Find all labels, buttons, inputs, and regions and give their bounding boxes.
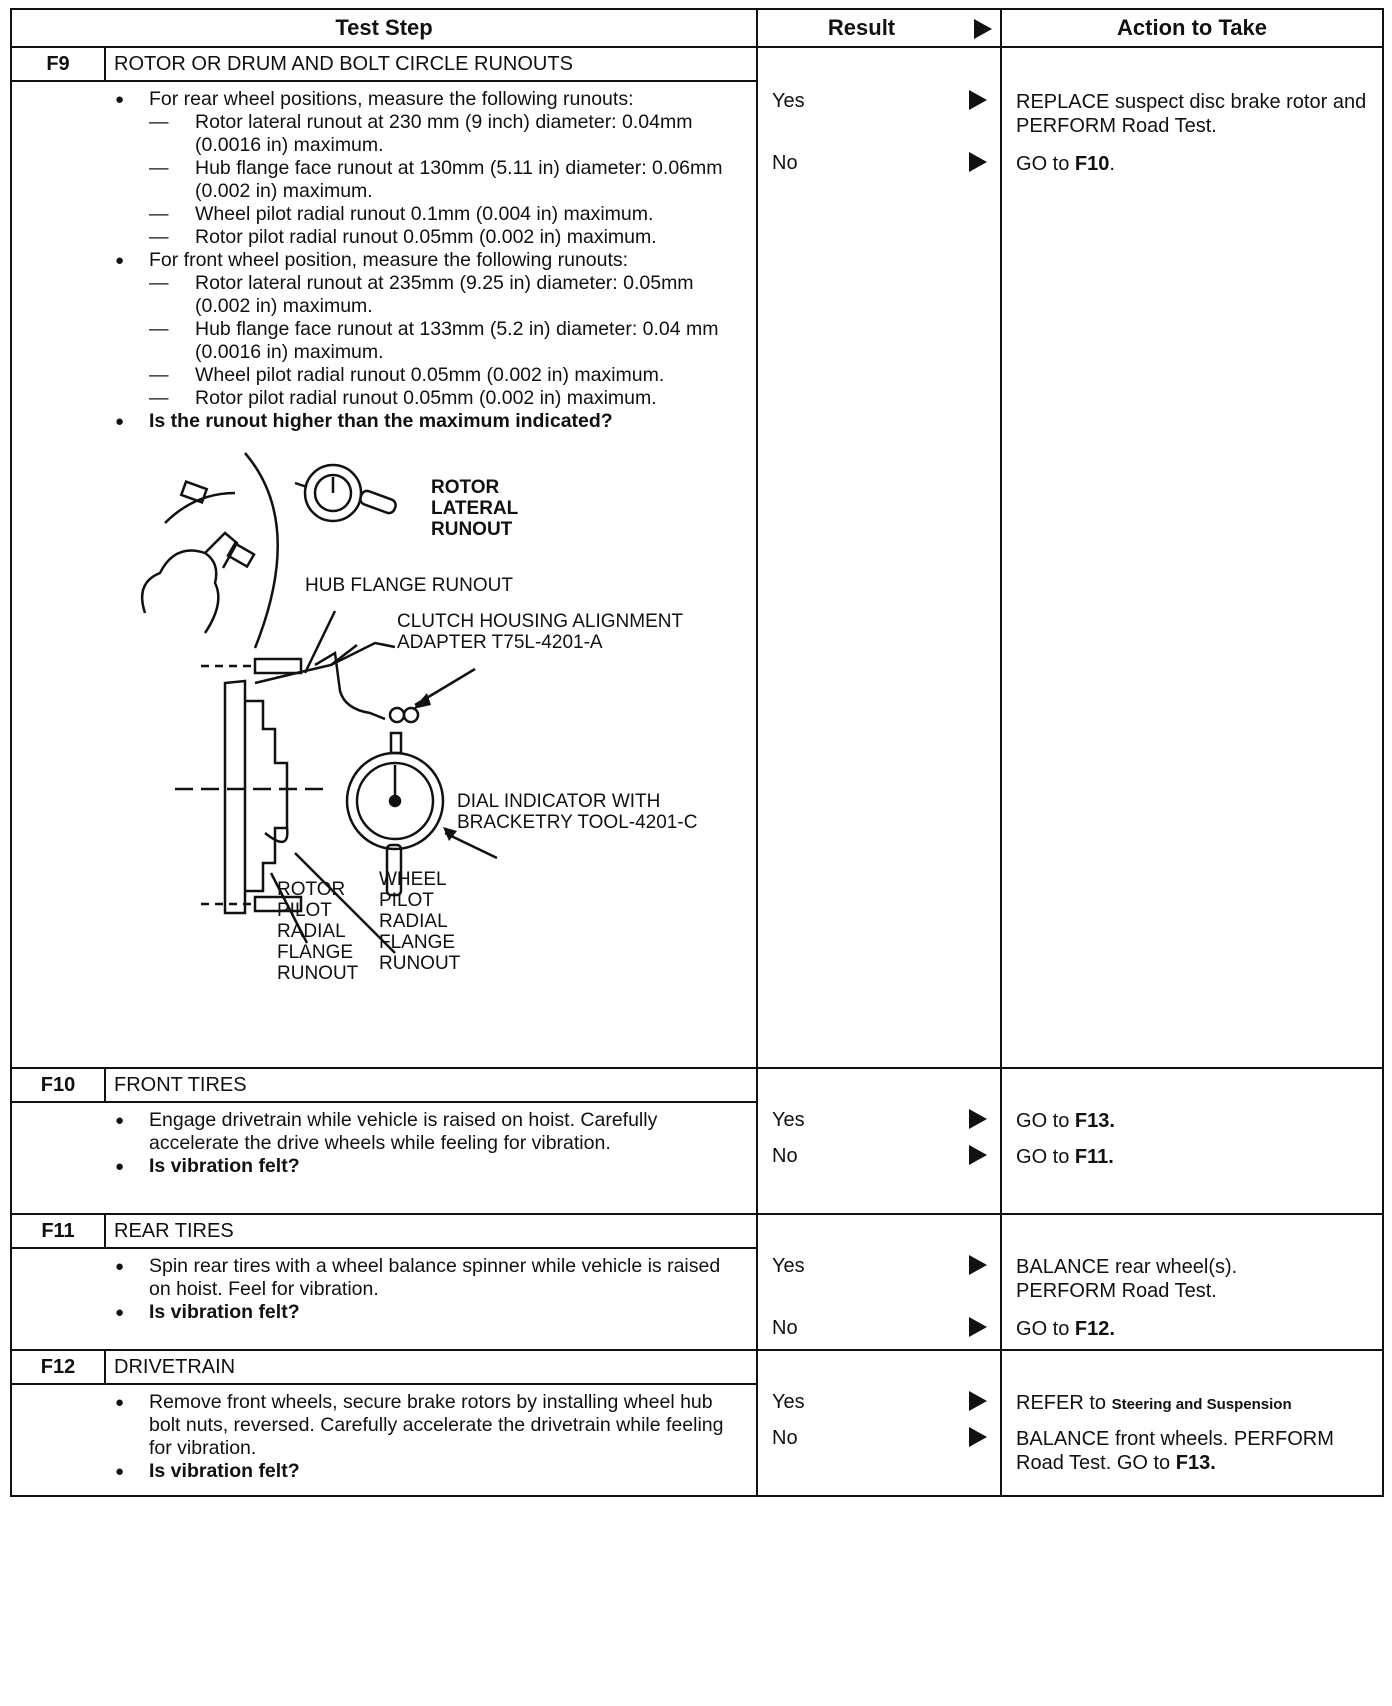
step-title-f11: REAR TIRES bbox=[105, 1214, 757, 1248]
action-f10 bbox=[1001, 1068, 1383, 1214]
action-f12-no: BALANCE front wheels. PERFORM Road Test. GO to F13. bbox=[1016, 1428, 1334, 1474]
list-item: — Rotor lateral runout at 235mm (9.25 in) diameter: 0.05mm (0.002 in) maximum. bbox=[149, 272, 746, 318]
result-f9 bbox=[757, 47, 965, 1068]
label-wheel-pilot: WHEEL PILOT RADIAL FLANGE RUNOUT bbox=[379, 869, 461, 974]
header-test-step: Test Step bbox=[11, 9, 757, 47]
step-title-f10: FRONT TIRES bbox=[105, 1068, 757, 1102]
step-id-f12: F12 bbox=[11, 1350, 105, 1384]
action-f11-yes: BALANCE rear wheel(s). PERFORM Road Test. bbox=[1016, 1256, 1238, 1302]
action-f11 bbox=[1001, 1214, 1383, 1350]
list-item: — Wheel pilot radial runout 0.05mm (0.002 in) maximum. bbox=[149, 364, 746, 387]
test-step-table bbox=[10, 8, 1384, 1497]
f9-question: ● Is the runout higher than the maximum indicated? bbox=[105, 410, 746, 433]
list-item: — Hub flange face runout at 133mm (5.2 in) diameter: 0.04 mm (0.0016 in) maximum. bbox=[149, 318, 746, 364]
list-item: — Rotor lateral runout at 230 mm (9 inch) diameter: 0.04mm (0.0016 in) maximum. bbox=[149, 111, 746, 157]
result-f10-no: No bbox=[772, 1145, 798, 1167]
label-rotor-pilot: ROTOR PILOT RADIAL FLANGE RUNOUT bbox=[277, 879, 359, 984]
action-f12-yes: REFER to Steering and Suspension bbox=[1016, 1392, 1292, 1414]
list-item: — Rotor pilot radial runout 0.05mm (0.002 in) maximum. bbox=[149, 226, 746, 249]
arrows-f10 bbox=[965, 1068, 1001, 1214]
f10-question: ● Is vibration felt? bbox=[105, 1155, 746, 1178]
hand-shape bbox=[142, 551, 218, 634]
diagnostic-table bbox=[10, 8, 1382, 1698]
f9-front-bullet: ● For front wheel position, measure the following runouts: — Rotor lateral runout at 235mm (9.25 in) diameter: 0.05mm (0.002 in) maximum. — Hub flange face runout at 133mm (5.2 in) diameter: 0.04 mm (0.0016 in) maximum. — Wheel pilot radial runout 0.05mm (0.002 in) maximum. — Rotor pilot radial runout 0.05mm (0.002 in) maximum. bbox=[105, 249, 746, 410]
arrow-icon bbox=[969, 1317, 987, 1337]
arrows-f9 bbox=[965, 47, 1001, 1068]
header-result: Result bbox=[757, 9, 965, 47]
step-f11-content bbox=[105, 1248, 757, 1350]
step-f9-content bbox=[105, 81, 757, 1068]
f11-step: ● Spin rear tires with a wheel balance spinner while vehicle is raised on hoist. Feel for vibration. bbox=[105, 1255, 746, 1301]
list-item: — Rotor pilot radial runout 0.05mm (0.002 in) maximum. bbox=[149, 387, 746, 410]
step-id-f10: F10 bbox=[11, 1068, 105, 1102]
label-clutch-adapter: CLUTCH HOUSING ALIGNMENT ADAPTER T75L-4201-A bbox=[397, 611, 684, 653]
label-hub-flange: HUB FLANGE RUNOUT bbox=[305, 575, 513, 596]
action-f11-no: GO to F12. bbox=[1016, 1318, 1115, 1340]
step-id-f9: F9 bbox=[11, 47, 105, 81]
header-action: Action to Take bbox=[1001, 9, 1383, 47]
step-f10-content bbox=[105, 1102, 757, 1214]
result-f12-yes: Yes bbox=[772, 1391, 805, 1413]
action-f12 bbox=[1001, 1350, 1383, 1496]
result-f12 bbox=[757, 1350, 965, 1496]
label-rotor-lateral: ROTOR LATERAL RUNOUT bbox=[431, 477, 519, 540]
step-f12-title-row bbox=[11, 1350, 1383, 1384]
f10-step: ● Engage drivetrain while vehicle is raised on hoist. Carefully accelerate the drive wheels while feeling for vibration. bbox=[105, 1109, 746, 1155]
list-item: — Hub flange face runout at 130mm (5.11 in) diameter: 0.06mm (0.002 in) maximum. bbox=[149, 157, 746, 203]
result-f11-no: No bbox=[772, 1317, 798, 1339]
result-f9-no: No bbox=[772, 152, 798, 174]
upper-stud-icon bbox=[255, 659, 301, 673]
header-arrow-icon bbox=[965, 9, 1001, 47]
arrow-icon bbox=[969, 1109, 987, 1129]
hub-flange-plate bbox=[225, 681, 245, 913]
runout-diagram bbox=[105, 433, 746, 1063]
action-f10-yes: GO to F13. bbox=[1016, 1110, 1115, 1132]
table-header-row bbox=[11, 9, 1383, 47]
step-f11-title-row bbox=[11, 1214, 1383, 1248]
step-title-f12: DRIVETRAIN bbox=[105, 1350, 757, 1384]
action-f9 bbox=[1001, 47, 1383, 1068]
result-f12-no: No bbox=[772, 1427, 798, 1449]
step-id-f11: F11 bbox=[11, 1214, 105, 1248]
adapter-icon bbox=[404, 708, 418, 722]
f11-question: ● Is vibration felt? bbox=[105, 1301, 746, 1324]
action-f10-no: GO to F11. bbox=[1016, 1146, 1114, 1168]
result-f10 bbox=[757, 1068, 965, 1214]
result-f10-yes: Yes bbox=[772, 1109, 805, 1131]
arrow-icon bbox=[969, 1391, 987, 1411]
action-f9-yes: REPLACE suspect disc brake rotor and PERFORM Road Test. bbox=[1016, 91, 1367, 137]
result-f11-yes: Yes bbox=[772, 1255, 805, 1277]
f12-question: ● Is vibration felt? bbox=[105, 1460, 746, 1483]
step-f12-content bbox=[105, 1384, 757, 1496]
arrow-icon bbox=[969, 152, 987, 172]
step-f10-title-row bbox=[11, 1068, 1383, 1102]
step-title-f9: ROTOR OR DRUM AND BOLT CIRCLE RUNOUTS bbox=[105, 47, 757, 81]
step-f9-title-row bbox=[11, 47, 1383, 81]
arrows-f12 bbox=[965, 1350, 1001, 1496]
f12-step: ● Remove front wheels, secure brake rotors by installing wheel hub bolt nuts, reversed. Carefully accelerate the drivetrain while feeling for vibration. bbox=[105, 1391, 746, 1460]
result-f11 bbox=[757, 1214, 965, 1350]
arrow-icon bbox=[969, 1145, 987, 1165]
arrow-icon bbox=[969, 1427, 987, 1447]
rotor-edge-line bbox=[245, 453, 278, 648]
arrows-f11 bbox=[965, 1214, 1001, 1350]
label-dial-indicator: DIAL INDICATOR WITH BRACKETRY TOOL-4201-C bbox=[457, 791, 698, 833]
f9-rear-bullet: ● For rear wheel positions, measure the following runouts: — Rotor lateral runout at 230 mm (9 inch) diameter: 0.04mm (0.0016 in) maximum. — Hub flange face runout at 130mm (5.11 in) diameter: 0.06mm (0.002 in) maximum. — Wheel pilot radial runout 0.1mm (0.004 in) maximum. — Rotor pilot radial runout 0.05mm (0.002 in) maximum. bbox=[105, 88, 746, 249]
list-item: — Wheel pilot radial runout 0.1mm (0.004 in) maximum. bbox=[149, 203, 746, 226]
result-f9-yes: Yes bbox=[772, 90, 805, 112]
arrow-icon bbox=[969, 1255, 987, 1275]
arrow-icon bbox=[969, 90, 987, 110]
action-f9-no: GO to F10. bbox=[1016, 153, 1115, 175]
